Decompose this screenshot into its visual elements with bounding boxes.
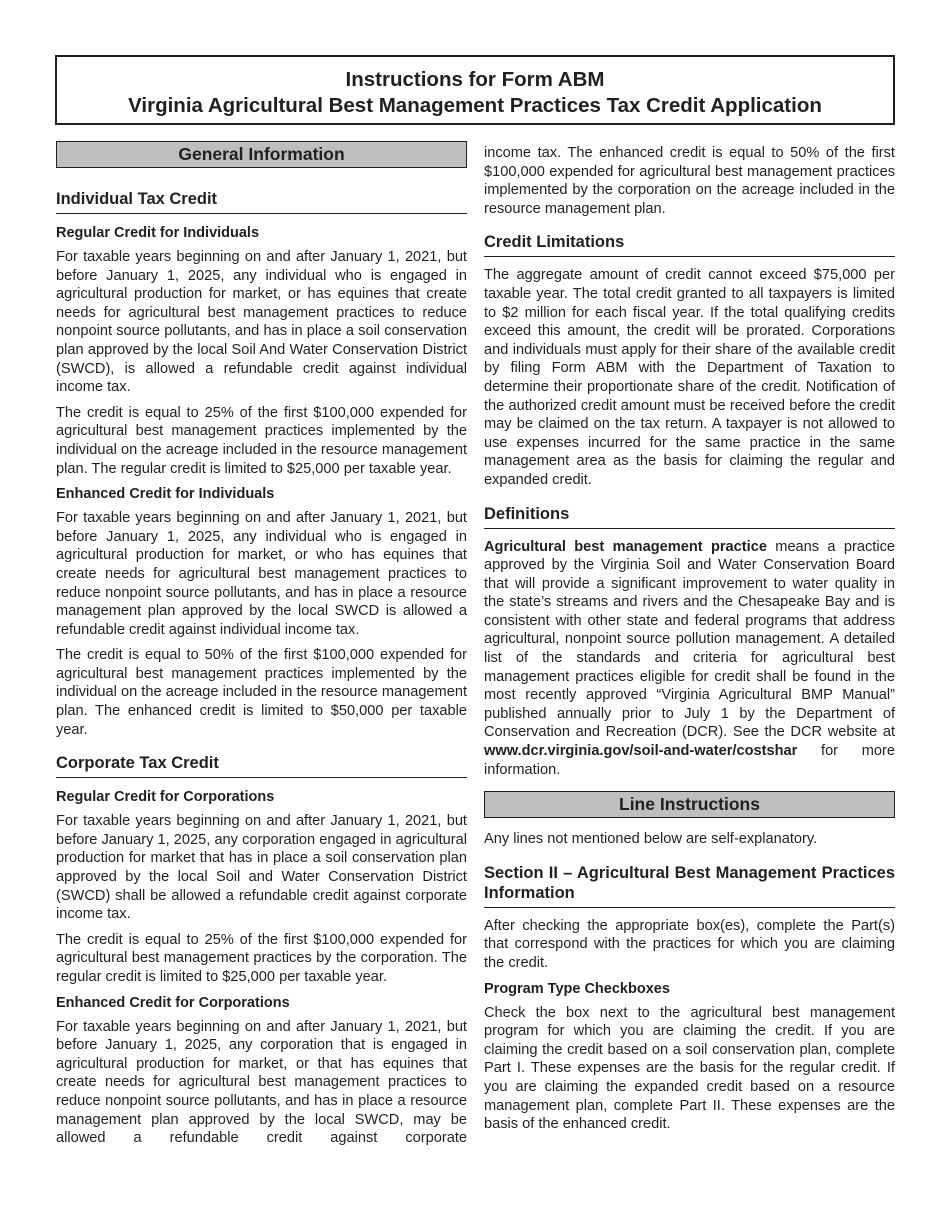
definitions-heading: Definitions bbox=[484, 504, 895, 529]
section-ii-paragraph: After checking the appropriate box(es), complete the Part(s) that correspond with the practices for which you are claiming the credit. bbox=[484, 917, 895, 971]
right-column bbox=[484, 144, 895, 1134]
left-column bbox=[56, 141, 467, 1148]
regular-credit-individuals-paragraph-2: The credit is equal to 25% of the first $100,000 expended for agricultural best management practices implemented by the individual on the acreage included in the resource management plan. The regular credit is limited to $25,000 per taxable year. bbox=[56, 404, 467, 477]
section-ii-heading: Section II – Agricultural Best Management Practices Information bbox=[484, 863, 895, 908]
individual-tax-credit-heading: Individual Tax Credit bbox=[56, 189, 467, 214]
definition-text-end: for more information. bbox=[484, 743, 895, 778]
document-subtitle: Virginia Agricultural Best Management Practices Tax Credit Application bbox=[128, 94, 822, 117]
document-title: Instructions for Form ABM bbox=[345, 68, 605, 91]
regular-credit-individuals-heading: Regular Credit for Individuals bbox=[56, 225, 260, 241]
regular-credit-corporations-paragraph-2: The credit is equal to 25% of the first $100,000 expended for agricultural best management practices by the corporation. The regular credit is limited to $25,000 per taxable year. bbox=[56, 931, 467, 985]
definition-text: means a practice approved by the Virginia Soil and Water Conservation Board that will provide a significant improvement to water quality in the state’s streams and rivers and the Chesapeake Bay and is consistent with other state and federal programs that address agricultural, nonpoint source pollution management. A detailed list of the standards and criteria for agricultural best management practices eligible for credit shall be found in the most recently approved “Virginia Agricultural BMP Manual” published annually prior to July 1 by the Department of Conservation and Recreation (DCR). See the DCR website at bbox=[484, 538, 895, 741]
definitions-paragraph bbox=[484, 538, 895, 780]
enhanced-credit-corporations-paragraph-1: For taxable years beginning on and after January 1, 2021, but before January 1, 2025, any corporation that is engaged in agricultural production for market, or that has equines that create needs for agricultural best management practices to reduce nonpoint source pollutants, and has in place a resource management plan approved by the local SWCD, may be allowed a refundable credit against corporate bbox=[56, 1018, 467, 1147]
enhanced-credit-individuals-heading: Enhanced Credit for Individuals bbox=[56, 486, 275, 503]
general-information-banner: General Information bbox=[56, 141, 467, 168]
enhanced-credit-individuals-paragraph-1: For taxable years beginning on and after January 1, 2021, but before January 1, 2025, any individual who is engaged in agricultural production for market, or who has equines that create needs for agricultural best management practices to reduce nonpoint source pollutants, and has in place a resource management plan approved by the local SWCD is allowed a refundable credit against individual income tax. bbox=[56, 510, 467, 638]
program-type-checkboxes-heading: Program Type Checkboxes bbox=[484, 980, 670, 997]
regular-credit-corporations-heading: Regular Credit for Corporations bbox=[56, 789, 275, 806]
program-type-checkboxes-paragraph: Check the box next to the agricultural best management program for which you are claiming the credit. If you are claiming the credit based on a soil conservation plan, complete Part I. These expenses are the basis for the regular credit. If you are claiming the expanded credit based on a resource management plan, complete Part II. These expenses are the basis of the enhanced credit. bbox=[484, 1004, 895, 1133]
regular-credit-individuals-paragraph-1: For taxable years beginning on and after January 1, 2021, but before January 1, 2025, any individual who is engaged in agricultural production for market, or has equines that create needs for agricultural best management practices to reduce nonpoint source pollutants, and has in place a soil conservation plan approved by the local Soil And Water Conservation District (SWCD), is allowed a refundable credit against individual income tax. bbox=[56, 249, 467, 396]
enhanced-credit-corporations-paragraph-1-continued: income tax. The enhanced credit is equal to 50% of the first $100,000 expended for agricultural best management practices implemented by the corporation on the acreage included in the resource management plan. bbox=[484, 145, 895, 217]
definition-term: Agricultural best management practice bbox=[484, 538, 767, 555]
credit-limitations-paragraph: The aggregate amount of credit cannot exceed $75,000 per taxable year. The total credit granted to all taxpayers is limited to $2 million for each fiscal year. If the total qualifying credits exceed this amount, the credit will be prorated. Corporations and individuals must apply for their share of the available credit by filing Form ABM with the Department of Taxation to determine their proportionate share of the credit. Notification of the authorized credit amount must be received before the credit may be claimed on the tax return. A taxpayer is not allowed to use expenses incurred for the same practice in the same management area as the basis for claiming the regular and expanded credit. bbox=[484, 267, 895, 488]
corporate-tax-credit-heading: Corporate Tax Credit bbox=[56, 753, 467, 778]
credit-limitations-heading: Credit Limitations bbox=[484, 232, 895, 257]
document-title-box bbox=[55, 55, 895, 125]
regular-credit-corporations-paragraph-1: For taxable years beginning on and after January 1, 2021, but before January 1, 2025, any corporation engaged in agricultural production for market that has in place a soil conservation plan approved by the local Soil and Water Conservation District (SWCD) shall be allowed a refundable credit against corporate income tax. bbox=[56, 813, 467, 923]
enhanced-credit-corporations-heading: Enhanced Credit for Corporations bbox=[56, 994, 290, 1011]
line-instructions-banner: Line Instructions bbox=[484, 791, 895, 818]
enhanced-credit-individuals-paragraph-2: The credit is equal to 50% of the first $100,000 expended for agricultural best management practices implemented by the individual on the acreage included in the resource management plan. The enhanced credit is limited to $50,000 per taxable year. bbox=[56, 647, 467, 738]
line-instructions-intro: Any lines not mentioned below are self-explanatory. bbox=[484, 831, 818, 848]
dcr-website-url: www.dcr.virginia.gov/soil-and-water/costshar bbox=[484, 743, 798, 760]
